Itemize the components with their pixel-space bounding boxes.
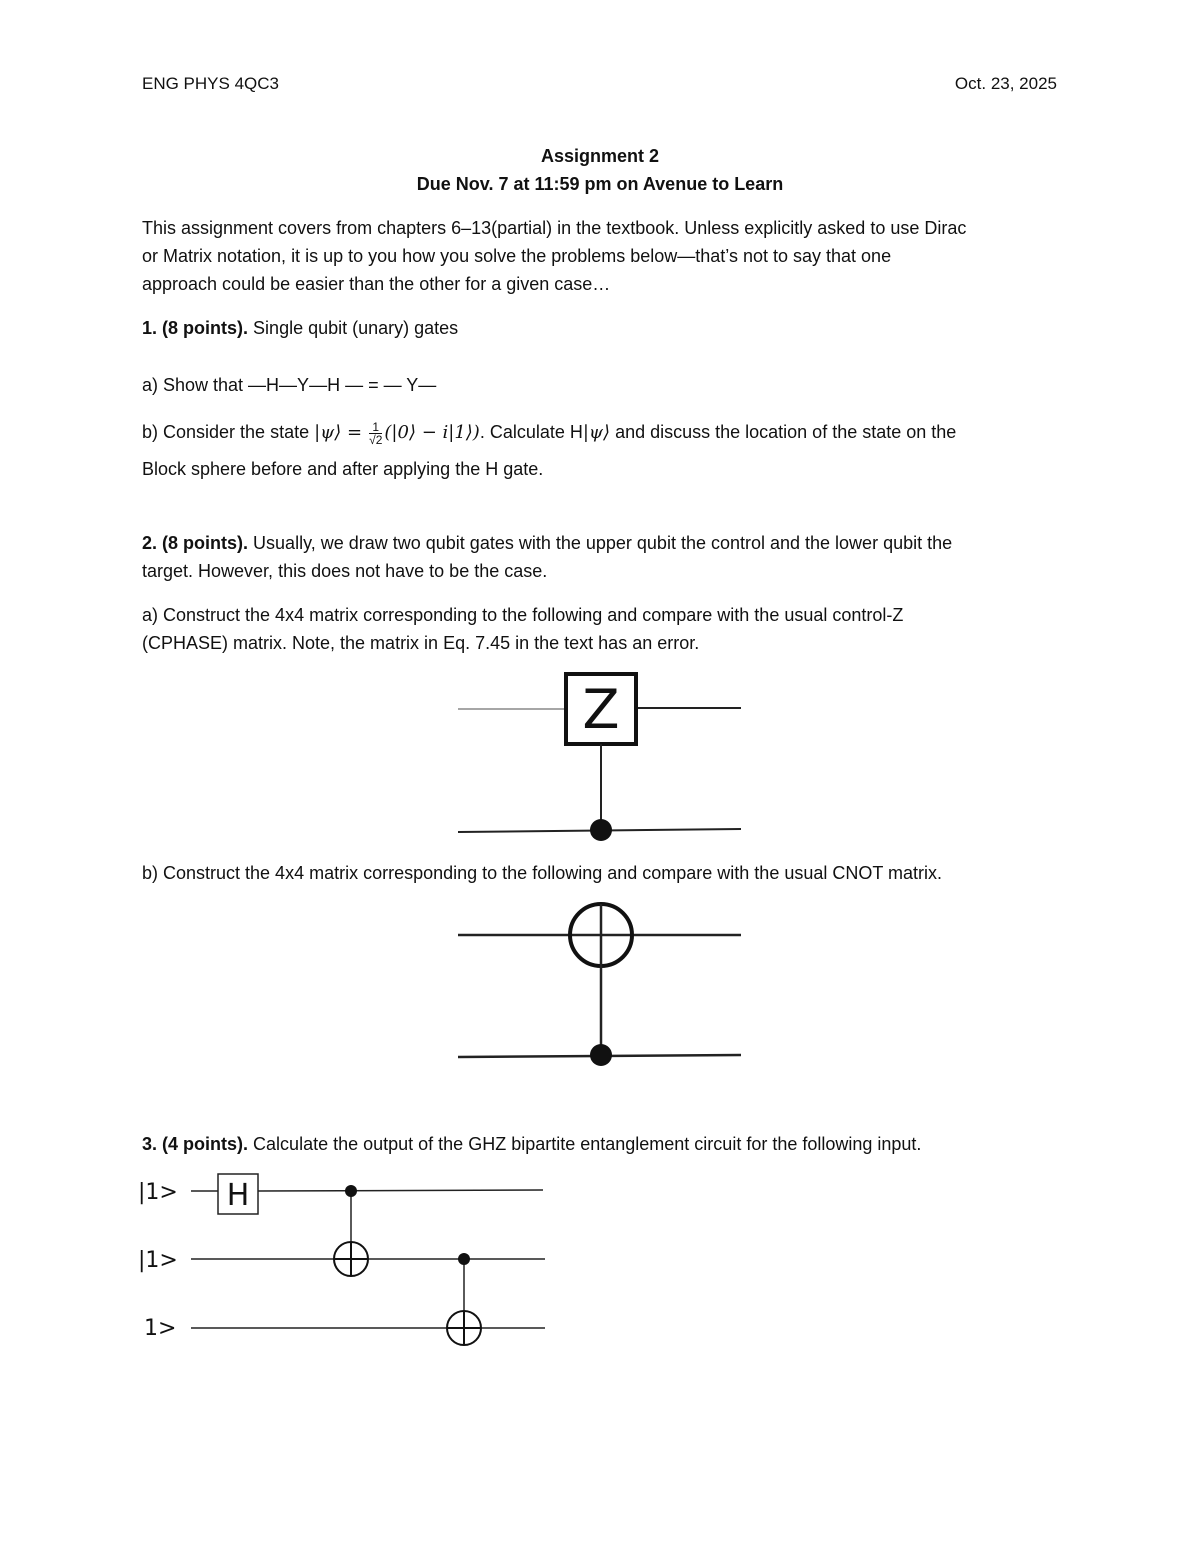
intro-line-1: This assignment covers from chapters 6–13(partial) in the textbook. Unless explicitly asked to use Dirac [142, 218, 967, 238]
h-gate-label: H [226, 1178, 250, 1213]
input-label-3: 1> [144, 1316, 177, 1341]
due-date: Due Nov. 7 at 11:59 pm on Avenue to Learn [416, 174, 784, 194]
q1-part-a: a) Show that —H—Y—H — = — Y— [142, 375, 437, 395]
q1-title: Single qubit (unary) gates [253, 318, 459, 338]
q2-number: 2. [142, 533, 158, 553]
input-label-2: |1> [138, 1248, 178, 1273]
q1-b-psi: |ψ⟩ [582, 422, 611, 443]
q2-points: (8 points). [162, 533, 249, 553]
intro-line-2: or Matrix notation, it is up to you how you solve the problems below—that’s not to say that one [142, 246, 892, 266]
cnot-1-control [345, 1185, 357, 1197]
z-gate-label: Z [582, 678, 620, 741]
fraction-numerator: 1 [369, 421, 382, 434]
q1-part-b-line2: Block sphere before and after applying the H gate. [142, 459, 544, 479]
q2-intro-1: Usually, we draw two qubit gates with the upper qubit the control and the lower qubit the [253, 533, 953, 553]
q1-b-mid: . Calculate H [479, 422, 583, 442]
q3-text: Calculate the output of the GHZ bipartite entanglement circuit for the following input. [253, 1134, 922, 1154]
intro-line-3: approach could be easier than the other for a given case… [142, 274, 611, 294]
wire-1-right [258, 1190, 543, 1191]
assignment-title: Assignment 2 [540, 146, 660, 166]
fraction-denominator: √2 [369, 432, 383, 447]
q1-points: (8 points). [162, 318, 249, 338]
cnot-2-control [458, 1253, 470, 1265]
q2-part-b: b) Construct the 4x4 matrix corresponding to the following and compare with the usual CNOT matrix. [142, 863, 943, 883]
input-label-1: |1> [138, 1180, 178, 1205]
q2-intro-2: target. However, this does not have to be the case. [142, 561, 548, 581]
q1-b-end: and discuss the location of the state on the [610, 422, 957, 442]
q3-number: 3. [142, 1134, 158, 1154]
q1-b-state-rhs: (|0⟩ − i|1⟩) [384, 422, 480, 443]
course-code: ENG PHYS 4QC3 [142, 74, 279, 93]
q3-points: (4 points). [162, 1134, 249, 1154]
document-date: Oct. 23, 2025 [954, 74, 1057, 93]
q2-part-a-1: a) Construct the 4x4 matrix corresponding to the following and compare with the usual control-Z [142, 605, 904, 625]
q1-number: 1. [142, 318, 158, 338]
q1-b-state-lhs: |ψ⟩ = [314, 422, 363, 443]
q1-b-prefix: b) Consider the state [142, 422, 310, 442]
q2-part-a-2: (CPHASE) matrix. Note, the matrix in Eq. 7.45 in the text has an error. [142, 633, 700, 653]
